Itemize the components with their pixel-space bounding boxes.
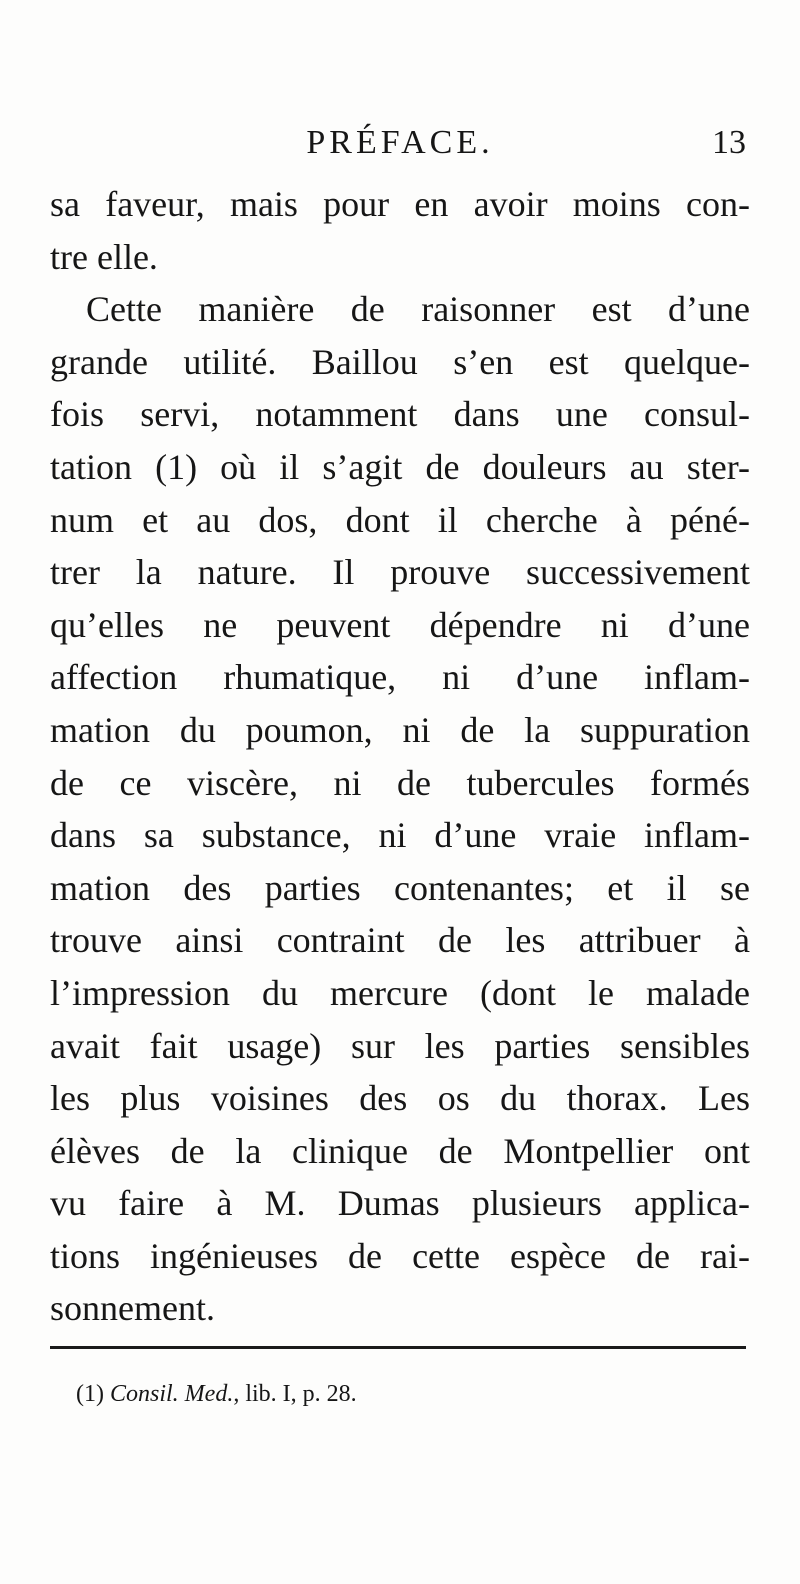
text-line: fois servi, notamment dans une consul- [50,394,750,435]
text-line: tation (1) où il s’agit de douleurs au ster- [50,446,750,487]
text-line: vu faire à M. Dumas plusieurs applica- [50,1183,750,1224]
body-text [50,178,750,1335]
footnote-source: Consil. Med. [109,1381,234,1407]
running-title: PRÉFACE. [306,124,494,161]
text-line: sonnement. [50,1288,215,1329]
text-line: tre elle. [50,236,158,277]
text-line: dans sa substance, ni d’une vraie inflam- [50,815,750,856]
footnote-reference: , lib. I, p. 28. [233,1381,357,1407]
text-line: num et au dos, dont il cherche à péné- [50,499,750,540]
text-line: Cette manière de raisonner est d’une [86,289,750,330]
text-line: qu’elles ne peuvent dépendre ni d’une [50,604,750,645]
text-line: l’impression du mercure (dont le malade [50,972,750,1013]
text-line: trouve ainsi contraint de les attribuer à [50,920,750,961]
text-line: trer la nature. Il prouve successivement [50,552,750,593]
text-line: mation des parties contenantes; et il se [50,867,750,908]
page-number: 13 [712,124,746,161]
text-line: les plus voisines des os du thorax. Les [50,1078,750,1119]
text-line: de ce viscère, ni de tubercules formés [50,762,750,803]
text-line: affection rhumatique, ni d’une inflam- [50,657,750,698]
text-line: avait fait usage) sur les parties sensibles [50,1025,750,1066]
footnote-rule [50,1346,746,1349]
text-line: sa faveur, mais pour en avoir moins con- [50,184,750,224]
page-header [50,118,750,168]
footnote-marker: (1) [76,1381,104,1407]
text-line: grande utilité. Baillou s’en est quelque- [50,341,750,382]
footnote [76,1374,357,1414]
text-line: mation du poumon, ni de la suppuration [50,709,750,750]
text-line: tions ingénieuses de cette espèce de rai- [50,1235,750,1276]
text-line: élèves de la clinique de Montpellier ont [50,1130,750,1171]
